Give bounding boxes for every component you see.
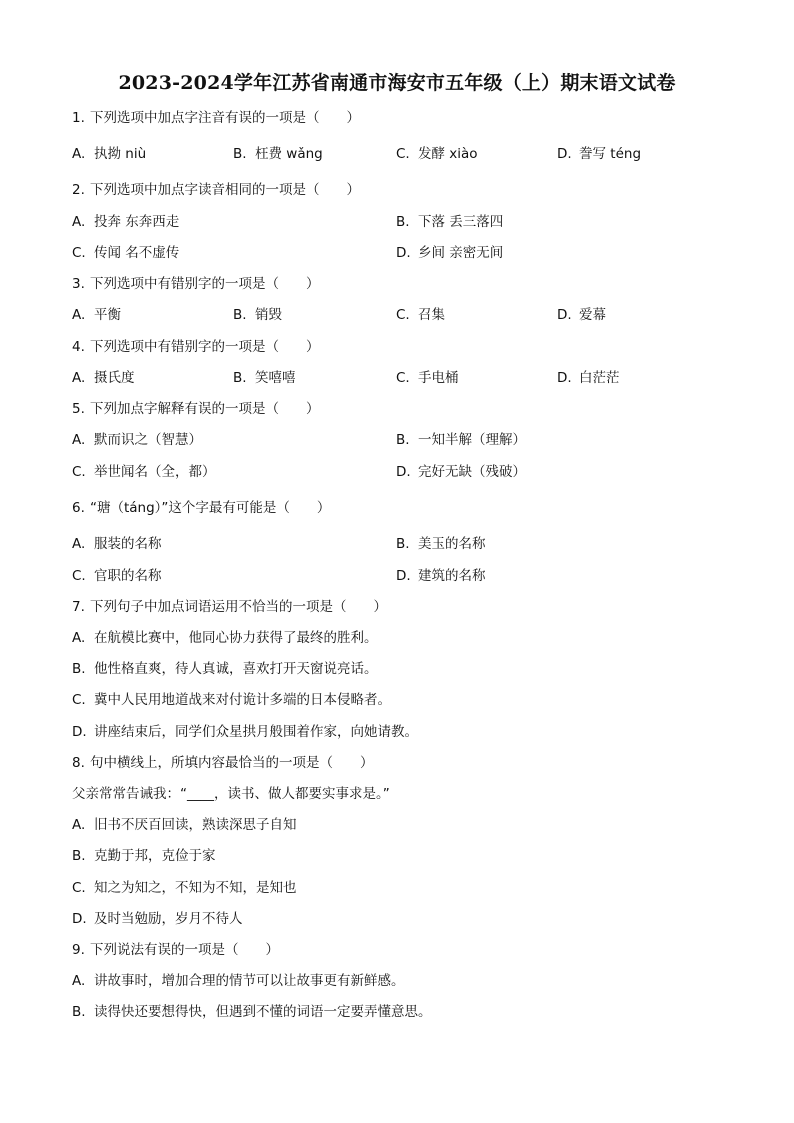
q5-option-d[interactable]: D. 完好无缺（残破） xyxy=(396,464,526,480)
q4-option-d[interactable]: D. 白茫茫 xyxy=(557,370,620,386)
q4-option-c[interactable]: C. 手电桶 xyxy=(396,370,459,386)
q9-option-b[interactable]: B. 读得快还要想得快，但遇到不懂的词语一定要弄懂意思。 xyxy=(72,1004,432,1020)
question-2-stem: 2. 下列选项中加点字读音相同的一项是（ ） xyxy=(72,182,360,198)
q2-option-c[interactable]: C. 传闻 名不虚传 xyxy=(72,245,180,261)
q6-option-c[interactable]: C. 官职的名称 xyxy=(72,568,162,584)
q1-option-d[interactable]: D. 誊写 téng xyxy=(557,146,642,162)
question-1-stem: 1. 下列选项中加点字注音有误的一项是（ ） xyxy=(72,110,360,126)
q1-option-a[interactable]: A. 执拗 niù xyxy=(72,146,147,162)
page-title: 2023-2024学年江苏省南通市海安市五年级（上）期末语文试卷 xyxy=(118,72,676,94)
q2-option-a[interactable]: A. 投奔 东奔西走 xyxy=(72,214,180,230)
q5-option-a[interactable]: A. 默而识之（智慧） xyxy=(72,432,202,448)
q4-option-a[interactable]: A. 摄氏度 xyxy=(72,370,135,386)
q1-option-c[interactable]: C. 发酵 xiào xyxy=(396,146,478,162)
q3-option-b[interactable]: B. 销毁 xyxy=(233,307,282,323)
q6-option-d[interactable]: D. 建筑的名称 xyxy=(396,568,486,584)
q3-option-a[interactable]: A. 平衡 xyxy=(72,307,121,323)
q6-option-a[interactable]: A. 服装的名称 xyxy=(72,536,162,552)
question-7-stem: 7. 下列句子中加点词语运用不恰当的一项是（ ） xyxy=(72,599,387,615)
question-9-stem: 9. 下列说法有误的一项是（ ） xyxy=(72,942,279,958)
q8-option-b[interactable]: B. 克勤于邦，克俭于家 xyxy=(72,848,216,864)
q7-option-d[interactable]: D. 讲座结束后，同学们众星拱月般围着作家，向她请教。 xyxy=(72,724,418,740)
q7-option-a[interactable]: A. 在航模比赛中，他同心协力获得了最终的胜利。 xyxy=(72,630,378,646)
q8-option-c[interactable]: C. 知之为知之，不知为不知，是知也 xyxy=(72,880,297,896)
q9-option-a[interactable]: A. 讲故事时，增加合理的情节可以让故事更有新鲜感。 xyxy=(72,973,405,989)
q6-option-b[interactable]: B. 美玉的名称 xyxy=(396,536,486,552)
q2-option-b[interactable]: B. 下落 丢三落四 xyxy=(396,214,504,230)
q4-option-b[interactable]: B. 笑嘻嘻 xyxy=(233,370,296,386)
question-6-stem: 6. “瑭（táng）”这个字最有可能是（ ） xyxy=(72,500,331,516)
q1-option-b[interactable]: B. 枉费 wǎng xyxy=(233,146,323,162)
q3-option-c[interactable]: C. 召集 xyxy=(396,307,445,323)
q5-option-c[interactable]: C. 举世闻名（全，都） xyxy=(72,464,216,480)
question-4-stem: 4. 下列选项中有错别字的一项是（ ） xyxy=(72,339,320,355)
q8-option-a[interactable]: A. 旧书不厌百回读，熟读深思子自知 xyxy=(72,817,297,833)
question-8-quote: 父亲常常告诫我：“____，读书、做人都要实事求是。” xyxy=(72,786,390,802)
q7-option-b[interactable]: B. 他性格直爽，待人真诚，喜欢打开天窗说亮话。 xyxy=(72,661,378,677)
question-5-stem: 5. 下列加点字解释有误的一项是（ ） xyxy=(72,401,320,417)
question-3-stem: 3. 下列选项中有错别字的一项是（ ） xyxy=(72,276,320,292)
q8-option-d[interactable]: D. 及时当勉励，岁月不待人 xyxy=(72,911,243,927)
q5-option-b[interactable]: B. 一知半解（理解） xyxy=(396,432,526,448)
question-8-stem: 8. 句中横线上，所填内容最恰当的一项是（ ） xyxy=(72,755,374,771)
q7-option-c[interactable]: C. 冀中人民用地道战来对付诡计多端的日本侵略者。 xyxy=(72,692,391,708)
q3-option-d[interactable]: D. 爱幕 xyxy=(557,307,606,323)
q2-option-d[interactable]: D. 乡间 亲密无间 xyxy=(396,245,504,261)
